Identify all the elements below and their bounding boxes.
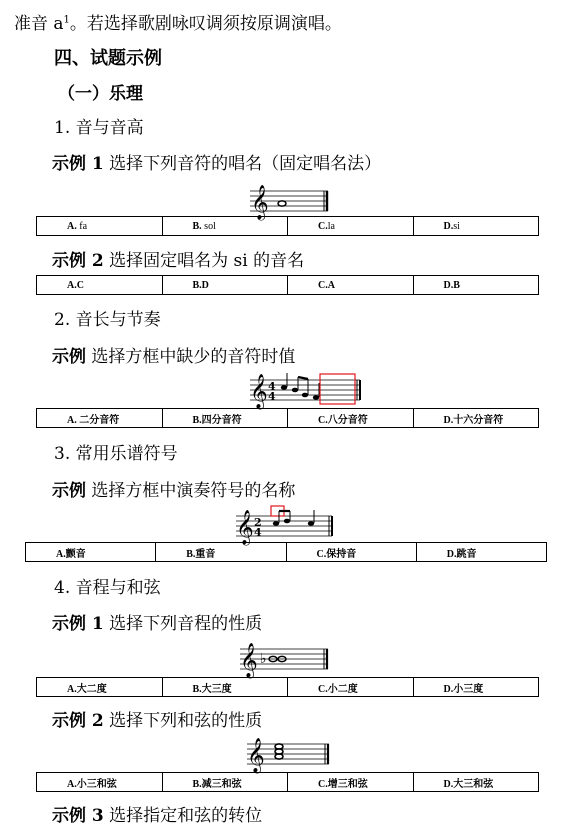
option-letter: C. [318,778,328,790]
example-heading [52,609,262,634]
options-row [36,677,539,697]
example-heading [52,706,262,731]
example-heading [52,342,295,367]
option-b[interactable] [156,543,286,562]
option-text: 跳音 [456,548,477,560]
option-text: C [76,279,84,291]
option-letter: B. [192,683,202,695]
treble-clef-icon: 𝄞 [251,185,269,220]
option-a[interactable] [26,543,156,562]
option-b[interactable] [162,409,288,428]
option-text: si [453,220,460,232]
option-c[interactable] [288,276,414,295]
example-text: 选择下列音程的性质 [109,614,263,634]
option-letter: B. [186,548,196,560]
option-letter: C. [318,683,328,695]
example-label: 示例 1 [52,154,104,174]
option-d[interactable] [413,217,539,236]
option-d[interactable] [413,773,539,792]
option-text: sol [201,220,216,232]
intro-line [14,9,342,34]
quarter-note-icon [308,510,314,526]
options-row [36,408,539,428]
option-letter: B. [192,279,202,291]
option-letter: B. [192,414,202,426]
treble-clef-icon: 𝄞 [240,643,258,678]
option-text: 大二度 [76,683,107,695]
example-text: 选择指定和弦的转位 [109,806,263,826]
example-label: 示例 2 [52,251,104,271]
option-letter: C. [318,220,328,232]
option-letter: A. [67,414,77,426]
time-signature-bottom: 4 [254,526,262,539]
option-text: 保持音 [326,548,357,560]
option-letter: B. [192,778,202,790]
option-letter: D. [443,683,454,695]
beamed-eighth-notes-icon [273,511,290,526]
staff-example-1 [250,183,330,220]
option-text: 八分音符 [327,414,368,426]
example-label: 示例 [52,481,86,501]
topic-heading: 4. 音程与和弦 [54,578,161,598]
option-a[interactable] [37,409,163,428]
option-text: 颤音 [65,548,86,560]
option-letter: D. [443,414,454,426]
option-letter: A. [56,548,66,560]
example-text: 选择下列和弦的性质 [109,711,263,731]
option-d[interactable] [413,678,539,697]
option-letter: D. [443,279,454,291]
option-text: 增三和弦 [327,778,368,790]
option-text: 四分音符 [201,414,242,426]
missing-note-box [320,374,355,404]
option-text: D [201,279,209,291]
option-b[interactable] [162,276,288,295]
option-text: fa [76,220,88,232]
option-c[interactable] [288,409,414,428]
example-text: 选择方框中缺少的音符时值 [91,347,296,367]
topic-heading: 2. 音长与节奏 [54,310,161,330]
option-text: 重音 [195,548,216,560]
options-row [36,772,539,792]
example-heading [52,246,304,271]
topic-heading: 3. 常用乐谱符号 [54,444,178,464]
option-a[interactable] [37,773,163,792]
topic-heading: 1. 音与音高 [54,118,144,138]
quarter-note-icon [281,373,287,390]
option-c[interactable] [288,217,414,236]
example-label: 示例 2 [52,711,104,731]
example-heading [52,149,381,174]
staff-example-chord [247,735,332,771]
intro-text: 准音 a [14,14,64,34]
option-a[interactable] [37,276,163,295]
quarter-note-icon [313,383,319,400]
option-text: 十六分音符 [453,414,504,426]
option-text: A [327,279,335,291]
option-letter: C. [318,414,328,426]
example-text: 选择固定唱名为 si 的音名 [109,251,305,271]
chord-notes-icon [275,744,283,759]
staff-example-rhythm [250,371,365,407]
option-text: la [327,220,335,232]
treble-clef-icon: 𝄞 [236,510,254,545]
option-a[interactable] [37,217,163,236]
option-text: 小三和弦 [76,778,117,790]
option-text: B [453,279,460,291]
option-b[interactable] [162,773,288,792]
option-c[interactable] [286,543,416,562]
intro-rest: 。若选择歌剧咏叹调须按原调演唱。 [69,14,342,34]
example-text: 选择下列音符的唱名（固定唱名法） [109,154,382,174]
treble-clef-icon: 𝄞 [247,738,265,773]
option-text: 大三度 [201,683,232,695]
option-letter: B. [192,220,202,232]
example-label: 示例 [52,347,86,367]
option-d[interactable] [413,276,539,295]
section-title: 四、试题示例 [54,48,162,69]
example-label: 示例 1 [52,614,104,634]
flat-icon: ♭ [260,651,267,667]
option-letter: D. [443,220,454,232]
example-heading [52,476,295,501]
option-text: 大三和弦 [453,778,494,790]
option-text: 减三和弦 [201,778,242,790]
option-text: 小三度 [453,683,484,695]
example-label: 示例 3 [52,806,104,826]
options-row [25,542,547,562]
option-letter: C. [316,548,327,560]
intro-superscript: 1 [63,14,70,26]
option-text: 小二度 [327,683,358,695]
option-letter: A. [67,279,77,291]
option-b[interactable] [162,217,288,236]
staff-example-articulation [236,505,336,545]
option-text: 二分音符 [76,414,120,426]
option-letter: A. [67,683,77,695]
whole-note-icon [278,201,286,206]
option-letter: C. [318,279,328,291]
staff-example-interval [240,640,330,676]
option-d[interactable] [416,543,546,562]
options-row [36,216,539,236]
example-heading [52,801,262,826]
option-letter: A. [67,778,77,790]
option-letter: A. [67,220,77,232]
time-signature-bottom: 4 [268,390,276,403]
option-a[interactable] [37,678,163,697]
option-b[interactable] [162,678,288,697]
option-letter: D. [443,778,454,790]
option-c[interactable] [288,678,414,697]
time-signature-top: 4 [268,380,276,393]
option-letter: D. [446,548,457,560]
options-row [36,275,539,295]
treble-clef-icon: 𝄞 [250,374,268,409]
example-text: 选择方框中演奏符号的名称 [91,481,296,501]
time-signature-top: 2 [254,516,262,529]
subsection-title: （一）乐理 [58,84,143,104]
option-c[interactable] [288,773,414,792]
option-d[interactable] [413,409,539,428]
